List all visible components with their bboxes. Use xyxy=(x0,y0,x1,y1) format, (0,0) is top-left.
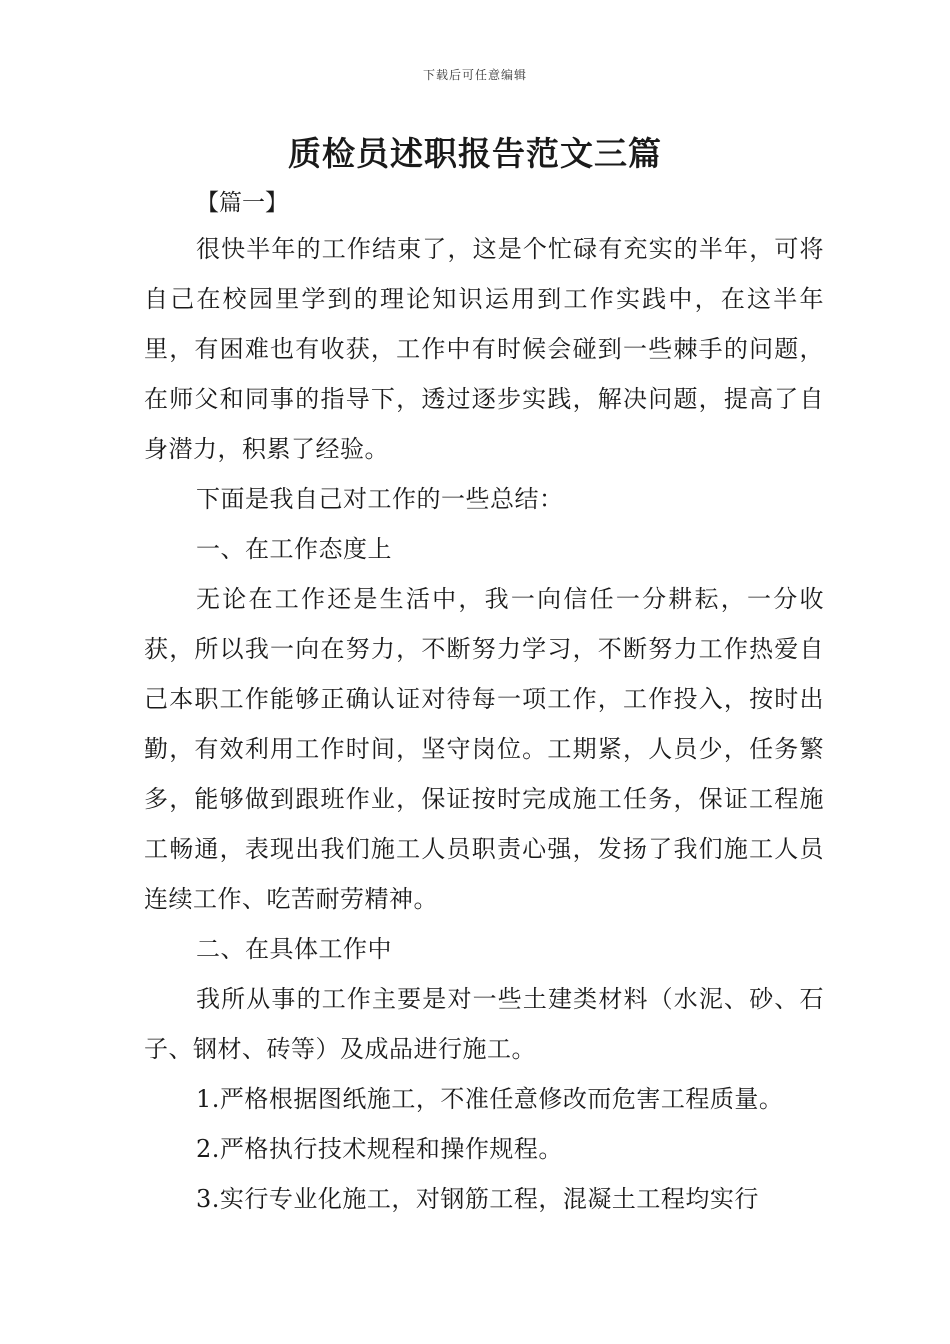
header-note: 下载后可任意编辑 xyxy=(422,68,527,82)
section-label: 【篇一】 xyxy=(196,190,288,216)
paragraph-work-attitude: 无论在工作还是生活中，我一向信任一分耕耘，一分收获，所以我一向在努力，不断努力学习，不断努力工作热爱自己本职工作能够正确认证对待每一项工作，工作投入，按时出勤，有效利用工作时间，坚守岗位。工期紧，人员少，任务繁多，能够做到跟班作业，保证按时完成施工任务，保证工程施工畅通，表现出我们施工人员职责心强，发扬了我们施工人员连续工作、吃苦耐劳精神。 xyxy=(144,585,824,913)
document-title: 质检员述职报告范文三篇 xyxy=(288,134,662,173)
heading-specific-work: 二、在具体工作中 xyxy=(196,935,392,963)
heading-work-attitude: 一、在工作态度上 xyxy=(196,535,392,563)
paragraph-intro: 很快半年的工作结束了，这是个忙碌有充实的半年，可将自己在校园里学到的理论知识运用到工作实践中，在这半年里，有困难也有收获，工作中有时候会碰到一些棘手的问题，在师父和同事的指导下，透过逐步实践，解决问题，提高了自身潜力，积累了经验。 xyxy=(144,235,824,463)
document-body xyxy=(144,224,824,1224)
list-item-2: 2.严格执行技术规程和操作规程。 xyxy=(196,1135,563,1163)
list-item-3: 3.实行专业化施工，对钢筋工程，混凝土工程均实行 xyxy=(196,1185,759,1213)
paragraph-specific-work: 我所从事的工作主要是对一些土建类材料（水泥、砂、石子、钢材、砖等）及成品进行施工。 xyxy=(144,985,824,1063)
list-item-1: 1.严格根据图纸施工，不准任意修改而危害工程质量。 xyxy=(196,1085,784,1113)
paragraph-summary-lead: 下面是我自己对工作的一些总结： xyxy=(196,485,564,513)
